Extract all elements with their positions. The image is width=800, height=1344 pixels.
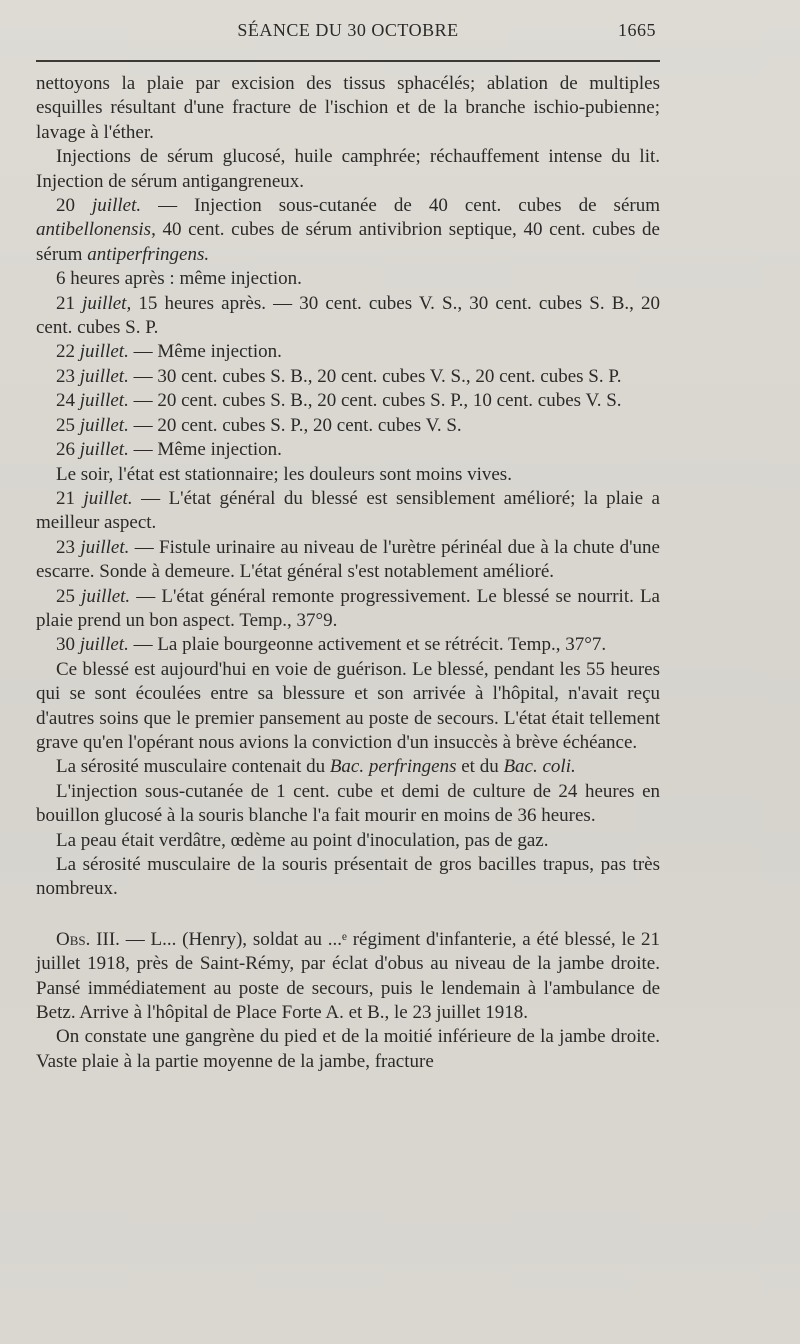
text-segment: — La plaie bourgeonne activement et se rétrécit. Temp., 37°7.	[128, 634, 607, 656]
text-segment: juillet.	[79, 390, 129, 412]
text-segment: juillet.	[79, 414, 129, 436]
text-segment: — 20 cent. cubes S. P., 20 cent. cubes V. S.	[128, 414, 462, 436]
header-title: SÉANCE DU 30 OCTOBRE	[237, 20, 459, 40]
text-segment: 26	[56, 439, 80, 461]
text-segment: 6 heures après : même injection.	[56, 268, 302, 290]
paragraph	[36, 194, 660, 267]
text-segment: juillet.	[81, 585, 131, 607]
paragraph	[36, 755, 660, 779]
text-segment: — 30 cent. cubes S. B., 20 cent. cubes V. S., 20 cent. cubes S. P.	[128, 365, 622, 387]
paragraph	[36, 389, 660, 413]
text-segment: La sérosité musculaire contenait du	[56, 756, 330, 778]
text-segment: juillet.	[80, 536, 130, 558]
text-segment: et du	[456, 756, 504, 778]
paragraph	[36, 414, 660, 438]
text-segment: 21	[56, 292, 83, 314]
paragraph	[36, 928, 660, 1026]
running-header	[36, 16, 660, 46]
text-segment: juillet.	[79, 365, 129, 387]
text-segment: 30	[56, 634, 80, 656]
paragraph	[36, 145, 660, 194]
text-segment: Bac. coli.	[503, 756, 576, 778]
text-segment: 25	[56, 414, 80, 436]
page-number: 1665	[618, 20, 656, 40]
paragraph	[36, 585, 660, 634]
paragraph	[36, 1025, 660, 1074]
paragraph	[36, 487, 660, 536]
text-segment: On constate une gangrène du pied et de la moitié inférieure de la jambe droite. Vaste plaie à la partie moyenne de la jambe, fracture	[36, 1026, 660, 1072]
text-segment: Ce blessé est aujourd'hui en voie de guérison. Le blessé, pendant les 55 heures qui se sont écoulées entre sa blessure et son arrivée à l'hôpital, n'avait reçu d'autres soins que le premier pansement au poste de secours. L'état était tellement grave qu'en l'opérant nous avions la conviction d'un insuccès à brève échéance.	[36, 658, 660, 753]
text-segment: juillet.	[92, 195, 142, 217]
paragraph	[36, 267, 660, 291]
text-segment: 22	[56, 341, 80, 363]
text-segment: juillet.	[83, 487, 133, 509]
text-segment: juillet.	[79, 439, 129, 461]
text-segment: 24	[56, 390, 80, 412]
text-segment: juillet,	[82, 292, 132, 314]
text-segment: antiperfringens.	[87, 243, 210, 265]
text-segment: — L... (Henry), soldat au ...ᵉ régiment d'infanterie, a été blessé, le 21 juillet 1918, près de Saint-Rémy, par éclat d'obus au niveau de la jambe droite. Pansé immédiatement au poste de secours, puis le lendemain à l'ambulance de Betz. Arrive à l'hôpital de Place Forte A. et B., le 23 juillet 1918.	[36, 928, 660, 1024]
text-segment: Obs. III.	[56, 928, 120, 950]
paragraph	[36, 853, 660, 902]
text-segment: La sérosité musculaire de la souris présentait de gros bacilles trapus, pas très nombreux.	[36, 854, 660, 900]
paragraph	[36, 829, 660, 853]
text-segment: 15 heures après. — 30 cent. cubes V. S., 30 cent. cubes S. B., 20 cent. cubes S. P.	[36, 292, 660, 339]
text-segment: Le soir, l'état est stationnaire; les douleurs sont moins vives.	[56, 463, 512, 485]
text-segment: Bac. perfringens	[329, 756, 457, 778]
paragraph	[36, 536, 660, 585]
text-segment: L'injection sous-cutanée de 1 cent. cube et demi de culture de 24 heures en bouillon glucosé à la souris blanche l'a fait mourir en moins de 36 heures.	[36, 780, 660, 827]
text-segment: antibellonensis	[36, 219, 152, 241]
text-segment: nettoyons la plaie par excision des tissus sphacélés; ablation de multiples esquilles résultant d'une fracture de l'ischion et de la branche ischio-pubienne; lavage à l'éther.	[36, 73, 660, 143]
text-segment: La peau était verdâtre, œdème au point d'inoculation, pas de gaz.	[56, 829, 549, 851]
text-segment: — L'état général remonte progressivement. Le blessé se nourrit. La plaie prend un bon aspect. Temp., 37°9.	[36, 585, 660, 631]
paragraph	[36, 72, 660, 145]
paragraph	[36, 633, 660, 657]
text-segment: juillet.	[79, 341, 129, 363]
text-segment: 21	[56, 487, 84, 509]
text-segment: 25	[56, 585, 82, 607]
paragraph	[36, 292, 660, 341]
text-segment: Injections de sérum glucosé, huile camphrée; réchauffement intense du lit. Injection de sérum antigangreneux.	[36, 146, 660, 192]
text-segment: , 40 cent. cubes de sérum antivibrion septique, 40 cent. cubes de sérum	[36, 219, 660, 265]
text-segment: 23	[56, 365, 80, 387]
text-segment: — Fistule urinaire au niveau de l'urètre périnéal due à la chute d'une escarre. Sonde à demeure. L'état général s'est notablement amélioré.	[36, 536, 660, 583]
paragraph	[36, 658, 660, 756]
header-rule	[36, 60, 660, 62]
text-segment: juillet.	[79, 634, 129, 656]
text-segment: — Même injection.	[128, 439, 282, 461]
paragraph	[36, 438, 660, 462]
paragraph	[36, 780, 660, 829]
paragraph	[36, 365, 660, 389]
paragraph	[36, 340, 660, 364]
text-segment: 20	[56, 195, 93, 217]
text-segment: — 20 cent. cubes S. B., 20 cent. cubes S. P., 10 cent. cubes V. S.	[128, 390, 622, 412]
text-segment: 23	[56, 536, 81, 558]
body-text	[36, 72, 660, 1074]
text-segment: — Même injection.	[128, 341, 282, 363]
text-segment: — L'état général du blessé est sensiblement amélioré; la plaie a meilleur aspect.	[36, 487, 660, 534]
text-segment: — Injection sous-cutanée de 40 cent. cubes de sérum	[141, 195, 660, 217]
paragraph	[36, 463, 660, 487]
